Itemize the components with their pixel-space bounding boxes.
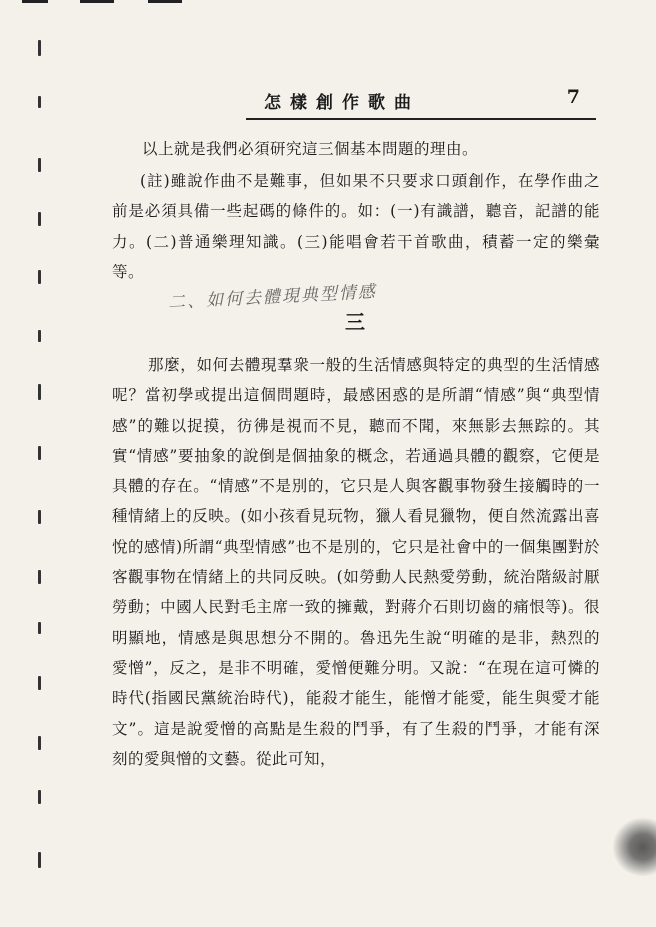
section-number: 三 xyxy=(345,310,365,334)
binding-hole-mark xyxy=(38,384,41,400)
header-rule xyxy=(246,118,596,120)
binding-hole-mark xyxy=(38,510,41,524)
binding-hole-mark xyxy=(38,736,41,750)
binding-hole-mark xyxy=(38,96,41,108)
handwritten-annotation: 二、如何去體現典型情感 xyxy=(167,282,378,313)
binding-hole-mark xyxy=(38,570,41,584)
binding-hole-mark xyxy=(38,270,41,284)
top-edge-mark xyxy=(22,0,48,3)
binding-hole-mark xyxy=(38,446,41,460)
paragraph: 那麼，如何去體現羣衆一般的生活情感與特定的典型的生活情感呢？當初學或提出這個問題時，最感困惑的是所謂“情感”與“典型情感”的難以捉摸，彷彿是視而不見，聽而不聞，來無影去無踪的。其實“情感”要抽象的說倒是個抽象的概念，若通過具體的觀察，它便是具體的存在。“情感”不是別的，它只是人與客觀事物發生接觸時的一種情緒上的反映。(如小孩看見玩物，獵人看見獵物，便自然流露出喜悅的感情)所謂“典型情感”也不是別的，它只是社會中的一個集團對於客觀事物在情緒上的共同反映。(如勞動人民熱愛勞動，統治階級討厭勞動；中國人民對毛主席一致的擁戴，對蔣介石則切齒的痛恨等)。很明顯地，情感是與思想分不開的。魯迅先生說“明確的是非，熱烈的愛憎”，反之，是非不明確，愛憎便難分明。又說：“在現在這可憐的時代(指國民黨統治時代)，能殺才能生，能憎才能愛，能生與愛才能文”。這是說愛憎的高點是生殺的鬥爭，有了生殺的鬥爭，才能有深刻的愛與憎的文藝。從此可知， xyxy=(112,356,600,768)
binding-hole-mark xyxy=(38,676,41,690)
binding-hole-mark xyxy=(38,852,41,868)
binding-hole-mark xyxy=(38,330,41,342)
top-edge-mark xyxy=(148,0,182,3)
header-title: 怎樣創作歌曲 xyxy=(264,93,420,113)
top-edge-mark xyxy=(80,0,114,3)
running-header xyxy=(246,88,586,114)
binding-hole-mark xyxy=(38,622,41,634)
page-edge-damage xyxy=(612,817,656,877)
paragraph-note: (註)雖說作曲不是難事，但如果不只要求口頭創作，在學作曲之前是必須具備一些起碼的條件的。如：(一)有識譜，聽音，記譜的能力。(二)普通樂理知識。(三)能唱會若干首歌曲，積蓄一定的樂彙等。 xyxy=(112,172,600,281)
binding-hole-mark xyxy=(38,40,41,56)
binding-hole-mark xyxy=(38,790,41,804)
binding-hole-mark xyxy=(38,212,41,226)
binding-hole-mark xyxy=(38,158,41,172)
page-number: 7 xyxy=(566,86,580,108)
paragraph: 以上就是我們必須研究這三個基本問題的理由。 xyxy=(142,140,479,158)
